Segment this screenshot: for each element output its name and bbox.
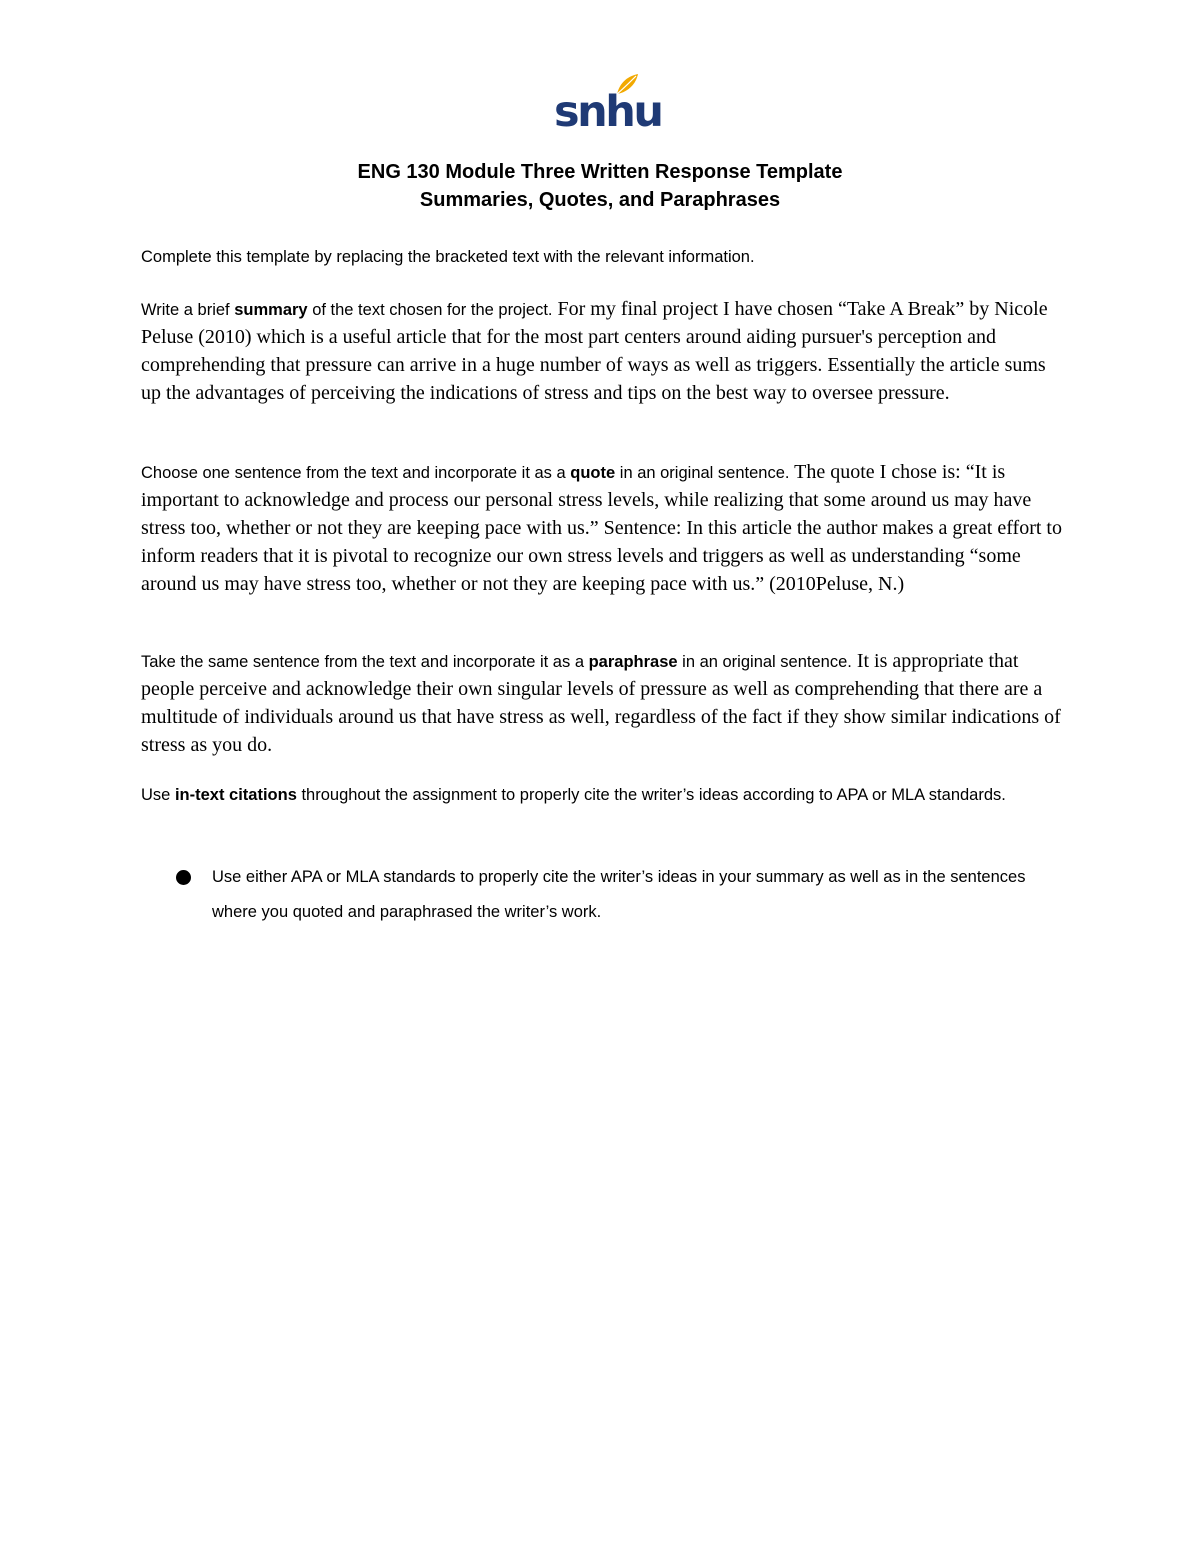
quote-prompt-before: Choose one sentence from the text and incorporate it as a	[141, 464, 571, 482]
summary-prompt-before: Write a brief	[141, 301, 235, 319]
citations-prompt-before: Use	[141, 786, 175, 804]
citations-prompt-after: throughout the assignment to properly cite the writer’s ideas according to APA or MLA standards.	[296, 786, 1006, 804]
paraphrase-response: It is appropriate that people perceive and acknowledge their own singular levels of pressure as well as comprehending that there are a multitude of individuals around us that have stress as well, regardless of the fact if they show similar indications of stress as you do.	[141, 650, 1061, 756]
citations-section	[141, 782, 1066, 808]
citations-keyword: in-text citations	[174, 786, 297, 804]
bullet-text: Use either APA or MLA standards to properly cite the writer’s ideas in your summary as well as in the sentences where you quoted and paraphrased the writer’s work.	[212, 868, 1026, 921]
title-line-1: ENG 130 Module Three Written Response Template	[357, 161, 843, 183]
quote-response: The quote I chose is: “It is important to acknowledge and process our personal stress levels, while realizing that some around us may have stress too, whether or not they are keeping pace with us.” Sentence: In this article the author makes a great effort to inform readers that it is pivotal to recognize our own stress levels and triggers as well as understanding “some around us may have stress too, whether or not they are keeping pace with us.” (2010Peluse, N.)	[141, 461, 1062, 595]
paraphrase-section	[141, 648, 1066, 760]
document-title	[0, 158, 1200, 214]
paraphrase-prompt-before: Take the same sentence from the text and incorporate it as a	[141, 653, 589, 671]
paraphrase-prompt-after: in an original sentence.	[677, 653, 852, 671]
intro-instruction: Complete this template by replacing the bracketed text with the relevant information.	[141, 248, 755, 266]
summary-section	[141, 296, 1066, 408]
logo-wordmark: snhu	[554, 87, 662, 137]
summary-response: For my final project I have chosen “Take A Break” by Nicole Peluse (2010) which is a useful article that for the most part centers around aiding pursuer's perception and comprehending that pressure can arrive in a huge number of ways as well as triggers. Essentially the article sums up the advantages of perceiving the indications of stress and tips on the best way to oversee pressure.	[141, 298, 1048, 404]
quote-keyword: quote	[570, 464, 616, 482]
summary-prompt-after: of the text chosen for the project.	[307, 301, 553, 319]
snhu-logo	[554, 72, 662, 137]
bullet-icon	[176, 870, 191, 885]
quote-prompt-after: in an original sentence.	[615, 464, 790, 482]
quote-section	[141, 459, 1066, 599]
summary-keyword: summary	[234, 301, 308, 319]
paraphrase-keyword: paraphrase	[588, 653, 678, 671]
title-line-2: Summaries, Quotes, and Paraphrases	[419, 189, 781, 211]
